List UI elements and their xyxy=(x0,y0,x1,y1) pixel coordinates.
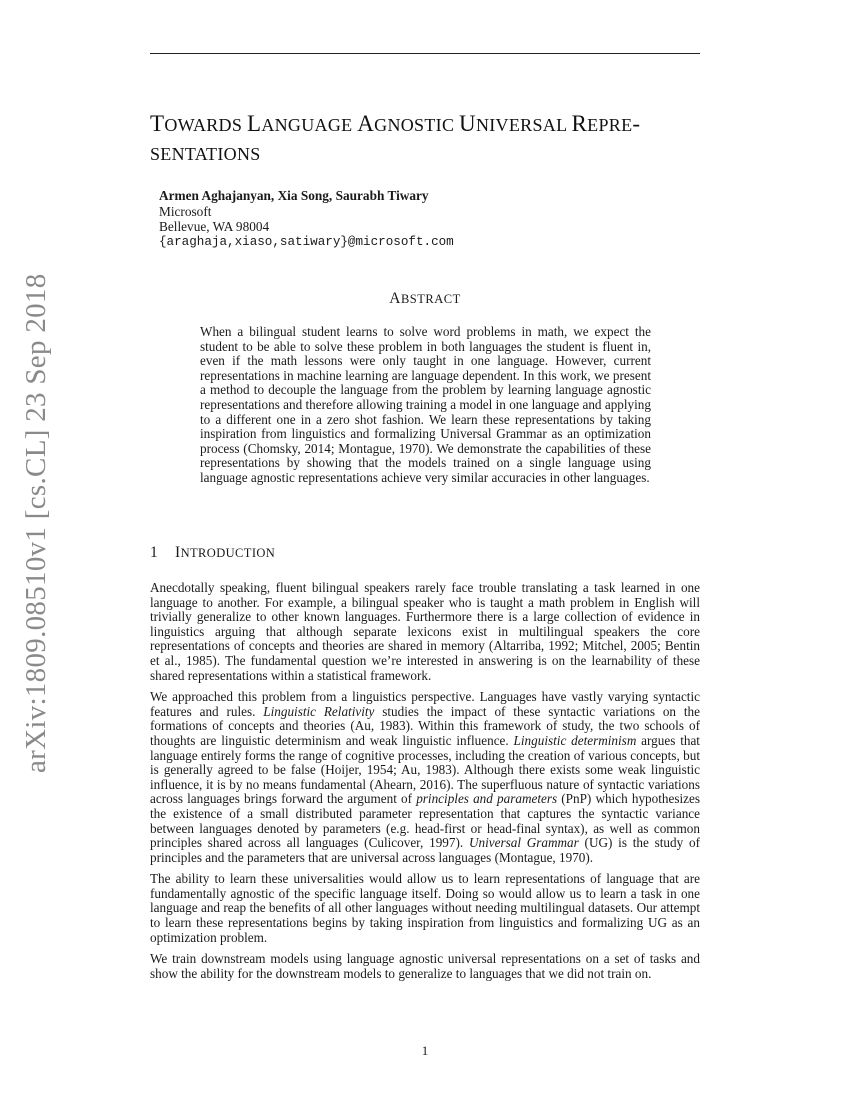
paragraph-1: Anecdotally speaking, fluent bilingual speakers rarely face trouble translating a task learned in one language to another. For example, a bilingual speaker who is taught a math problem in English will trivially generalize to other known languages. Furthermore there is a large collection of evidence in linguistics arguing that although separate lexicons exist in multilingual speakers the core representations of concepts and theories are shared in memory (Altarriba, 1992; Mitchel, 2005; Bentin et al., 1985). The fundamental question we’re interested in answering is on the learnability of these shared representations within a statistical framework. xyxy=(150,580,700,683)
paragraph-4: We train downstream models using language agnostic universal representations on a set of tasks and show the ability for the downstream models to generalize to languages that we did not train on. xyxy=(150,951,700,981)
paragraph-2: We approached this problem from a linguistics perspective. Languages have vastly varying syntactic features and rules. Linguistic Relativity studies the impact of these syntactic variations on the formations of concepts and theories (Au, 1983). Within this framework of study, the two schools of thoughts are linguistic determinism and weak linguistic influence. Linguistic determinism argues that language entirely forms the range of cognitive processes, including the creation of various concepts, but is generally agreed to be false (Hoijer, 1954; Au, 1983). Although there exists some weak linguistic influence, it is by no means fundamental (Ahearn, 2016). The superfluous nature of syntactic variations across languages brings forward the argument of principles and parameters (PnP) which hypothesizes the existence of a small distributed parameter representation that captures the syntactic variance between languages denoted by parameters (e.g. head-first or head-final syntax), as well as common principles shared across all languages (Culicover, 1997). Universal Grammar (UG) is the study of principles and the parameters that are universal across languages (Montague, 1970). xyxy=(150,689,700,865)
author-location: Bellevue, WA 98004 xyxy=(159,219,270,235)
section-heading-introduction: 1 INTRODUCTION xyxy=(150,544,276,561)
top-rule xyxy=(150,53,700,54)
abstract-text: When a bilingual student learns to solve word problems in math, we expect the student to be able to solve these problem in both languages the student is fluent in, even if the math lessons were only taught in one language. However, current representations in machine learning are language dependent. In this work, we present a method to decouple the language from the problem by learning language agnostic representations and therefore allowing training a model in one language and applying to a different one in a zero shot fashion. We learn these representations by taking inspiration from linguistics and formalizing Universal Grammar as an optimization process (Chomsky, 2014; Montague, 1970). We demonstrate the capabilities of these representations by showing that the models trained on a single language using language agnostic representations achieve very similar accuracies in other languages. xyxy=(200,324,651,485)
paper-title: TOWARDS LANGUAGE AGNOSTIC UNIVERSAL REPRE- SENTATIONS xyxy=(150,111,641,164)
author-names: Armen Aghajanyan, Xia Song, Saurabh Tiwary xyxy=(159,188,429,203)
author-affiliation: Microsoft xyxy=(159,203,212,219)
introduction-body xyxy=(150,581,700,988)
author-block xyxy=(159,188,454,250)
paragraph-3: The ability to learn these universalities would allow us to learn representations of language that are fundamentally agnostic of the specific language itself. Doing so would allow us to learn a task in one language and reap the benefits of all other languages without needing multilingual datasets. Our attempt to learn these representations begins by taking inspiration from linguistics and formalizing UG as an optimization problem. xyxy=(150,871,700,945)
abstract-heading: ABSTRACT xyxy=(389,290,461,307)
arxiv-side-label: arXiv:1809.08510v1 [cs.CL] 23 Sep 2018 xyxy=(20,273,52,773)
author-email: {araghaja,xiaso,satiwary}@microsoft.com xyxy=(159,234,454,249)
page-number: 1 xyxy=(421,1043,429,1058)
